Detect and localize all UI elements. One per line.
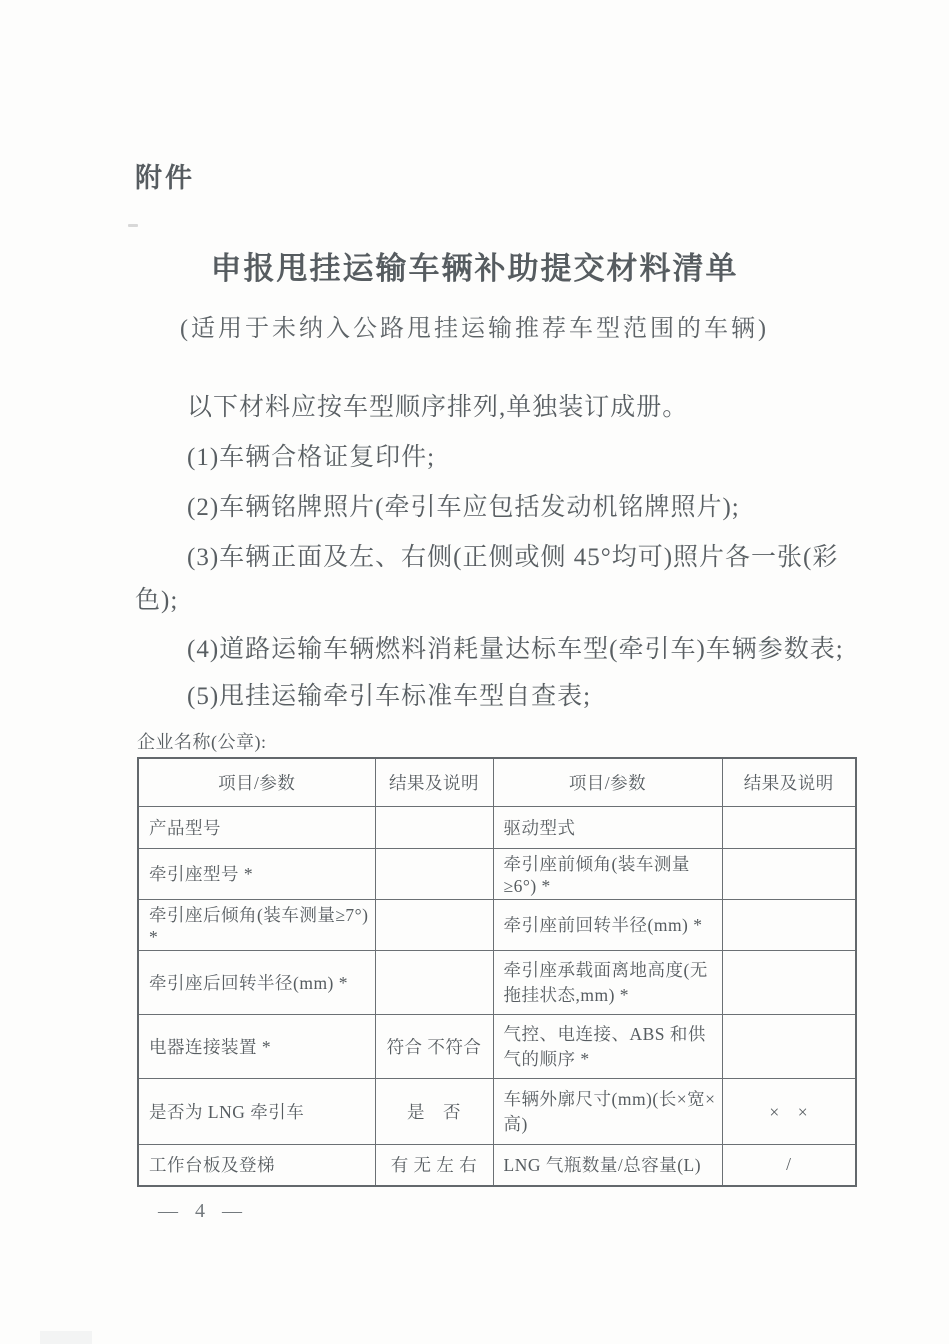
table-cell: 牵引座后回转半径(mm) *	[138, 950, 375, 1014]
body-line: (5)甩挂运输牵引车标准车型自查表;	[187, 683, 592, 710]
table-cell	[375, 950, 493, 1014]
table-cell: 牵引座型号 *	[138, 848, 375, 899]
table-row	[138, 1078, 856, 1144]
table-cell: 牵引座后倾角(装车测量≥7°) *	[138, 899, 375, 950]
table-cell: 牵引座承载面离地高度(无拖挂状态,mm) *	[493, 950, 722, 1014]
table-cell: 牵引座前倾角(装车测量≥6°) *	[493, 848, 722, 899]
table-row	[138, 950, 856, 1014]
body-text	[135, 383, 895, 721]
table-header-cell: 项目/参数	[493, 758, 722, 806]
table-cell	[722, 950, 856, 1014]
table-cell	[722, 899, 856, 950]
table-cell: × ×	[722, 1078, 856, 1144]
body-line: 色);	[135, 587, 179, 614]
table-cell: 有 无 左 右	[375, 1144, 493, 1186]
table-row	[138, 1014, 856, 1078]
table-cell	[722, 848, 856, 899]
table-header-row	[138, 758, 856, 806]
table-cell: LNG 气瓶数量/总容量(L)	[493, 1144, 722, 1186]
table-cell: 驱动型式	[493, 806, 722, 848]
body-line: (4)道路运输车辆燃料消耗量达标车型(牵引车)车辆参数表;	[187, 636, 844, 663]
scan-artifact	[128, 224, 138, 227]
table-cell: 是 否	[375, 1078, 493, 1144]
page-subtitle: (适用于未纳入公路甩挂运输推荐车型范围的车辆)	[180, 316, 769, 342]
table-cell	[375, 848, 493, 899]
table-cell: 气控、电连接、ABS 和供气的顺序 *	[493, 1014, 722, 1078]
table-cell: 是否为 LNG 牵引车	[138, 1078, 375, 1144]
table-header-cell: 项目/参数	[138, 758, 375, 806]
table-cell: 电器连接装置 *	[138, 1014, 375, 1078]
body-line: (1)车辆合格证复印件;	[187, 444, 436, 471]
body-line: (3)车辆正面及左、右侧(正侧或侧 45°均可)照片各一张(彩	[187, 544, 839, 571]
attachment-label: 附件	[135, 163, 195, 194]
page-title: 申报甩挂运输车辆补助提交材料清单	[210, 251, 739, 287]
materials-parameter-table	[137, 757, 857, 1187]
table-row	[138, 806, 856, 848]
table-row	[138, 848, 856, 899]
table-row	[138, 1144, 856, 1186]
table-cell: /	[722, 1144, 856, 1186]
scan-artifact	[40, 1331, 92, 1344]
table-header-cell: 结果及说明	[722, 758, 856, 806]
table-cell: 牵引座前回转半径(mm) *	[493, 899, 722, 950]
body-line: (2)车辆铭牌照片(牵引车应包括发动机铭牌照片);	[187, 494, 740, 521]
table-cell: 车辆外廓尺寸(mm)(长×宽×高)	[493, 1078, 722, 1144]
table-cell	[722, 806, 856, 848]
table-cell: 工作台板及登梯	[138, 1144, 375, 1186]
body-line: 以下材料应按车型顺序排列,单独装订成册。	[187, 394, 689, 421]
table-cell	[375, 806, 493, 848]
table-cell: 产品型号	[138, 806, 375, 848]
company-name-label: 企业名称(公章):	[137, 732, 267, 752]
table-row	[138, 899, 856, 950]
table-cell: 符合 不符合	[375, 1014, 493, 1078]
table-header-cell: 结果及说明	[375, 758, 493, 806]
table-cell	[375, 899, 493, 950]
page-number: — 4 —	[158, 1200, 248, 1222]
table-cell	[722, 1014, 856, 1078]
